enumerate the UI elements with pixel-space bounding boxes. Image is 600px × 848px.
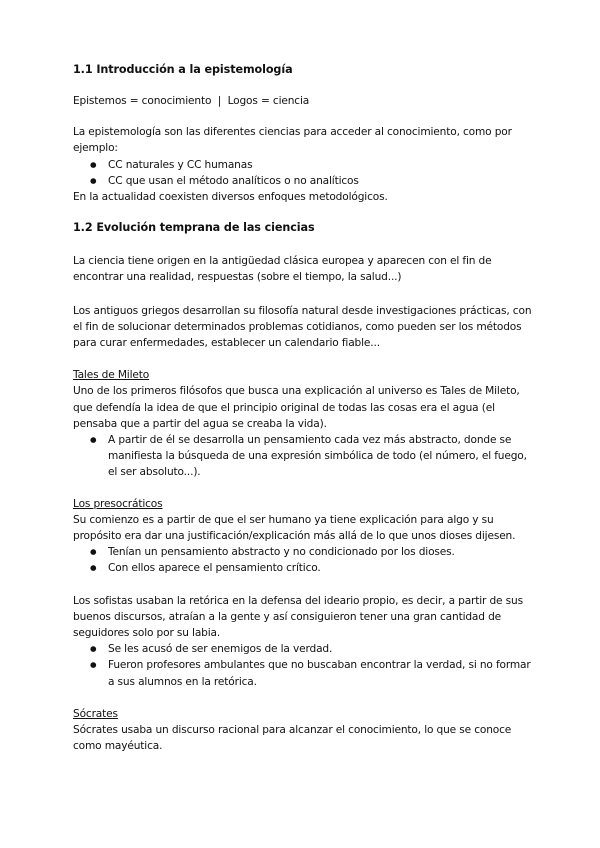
document-page [73,62,535,755]
list-item: ● CC que usan el método analíticos o no analíticos [73,173,535,189]
paragraph: Su comienzo es a partir de que el ser humano ya tiene explicación para algo y su propósito era dar una justificación/explicación más allá de lo que unos dioses dijesen. [73,513,516,543]
paragraph: En la actualidad coexisten diversos enfoques metodológicos. [73,191,388,204]
paragraph: Los antiguos griegos desarrollan su filosofía natural desde investigaciones prácticas, con el fin de solucionar determinados problemas cotidianos, como pueden ser los métodos para curar enfermedades, establecer un calendario fiable... [73,304,532,350]
paragraph: La epistemología son las diferentes ciencias para acceder al conocimiento, como por ejemplo: [73,126,512,155]
subheading-socrates: Sócrates [73,707,118,720]
list-item: ● CC naturales y CC humanas [73,157,535,173]
paragraph: Uno de los primeros filósofos que busca una explicación al universo es Tales de Mileto, que defendía la idea de que el principio original de todas las cosas era el agua (el pensaba que a partir del agua se creaba la vida). [73,385,520,430]
subheading-tales: Tales de Mileto [73,369,150,382]
list-item: ● A partir de él se desarrolla un pensamiento cada vez más abstracto, donde se manifiesta la búsqueda de una expresión simbólica de todo (el número, el fuego, el ser absoluto...). [73,432,535,481]
paragraph: La ciencia tiene origen en la antigüedad clásica europea y aparecen con el fin de encontrar una realidad, respuestas (sobre el tiempo, la salud...) [73,255,492,284]
bullet-list [73,432,535,481]
list-item: ● Tenían un pensamiento abstracto y no condicionado por los dioses. [73,544,535,560]
bullet-list [73,544,535,576]
section-title-1-2: 1.2 Evolución temprana de las ciencias [73,221,315,235]
section-title-1-1: 1.1 Introducción a la epistemología [73,63,293,76]
paragraph: Los sofistas usaban la retórica en la defensa del ideario propio, es decir, a partir de sus buenos discursos, atraían a la gente y así consiguieron tener una gran cantidad de seguidores solo por su labia. [73,594,523,640]
bullet-list [73,157,535,189]
list-item: ● Fueron profesores ambulantes que no buscaban encontrar la verdad, si no formar a sus alumnos en la retórica. [73,657,535,689]
subheading-presocraticos: Los presocráticos [73,497,163,510]
list-item: ● Se les acusó de ser enemigos de la verdad. [73,641,535,657]
paragraph: Sócrates usaba un discurso racional para alcanzar el conocimiento, lo que se conoce como mayéutica. [73,724,512,753]
list-item: ● Con ellos aparece el pensamiento crítico. [73,560,535,576]
bullet-list [73,641,535,690]
definition-line: Epistemos = conocimiento | Logos = ciencia [73,95,310,107]
